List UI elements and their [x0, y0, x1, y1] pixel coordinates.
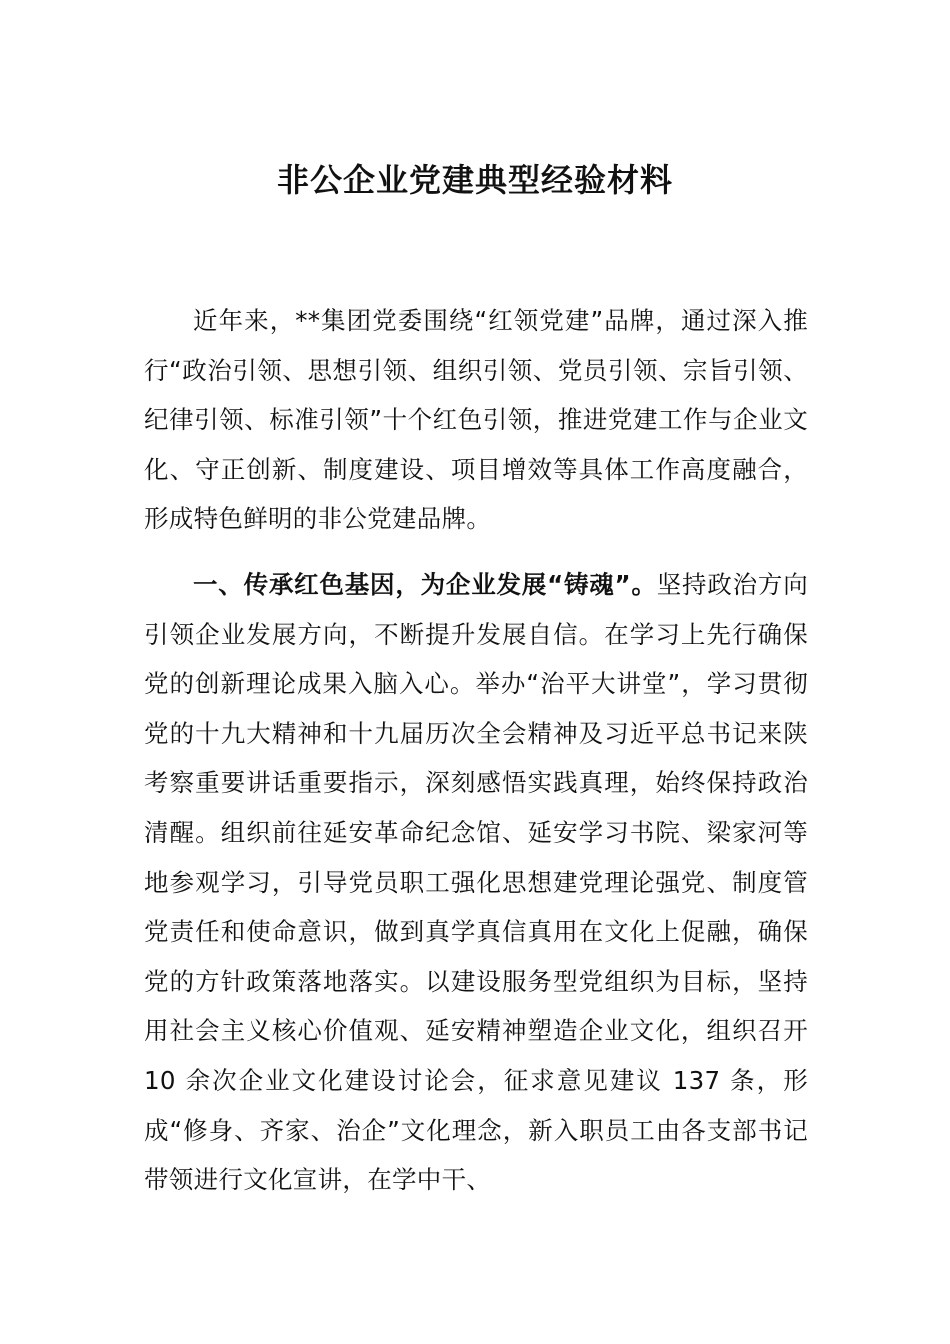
document-body [144, 296, 808, 1205]
document-title: 非公企业党建典型经验材料 [276, 161, 673, 199]
intro-paragraph: 近年来，**集团党委围绕“红领党建”品牌，通过深入推行“政治引领、思想引领、组织引领、党员引领、宗旨引领、纪律引领、标准引领”十个红色引领，推进党建工作与企业文化、守正创新、制度建设、项目增效等具体工作高度融合，形成特色鲜明的非公党建品牌。 [144, 306, 808, 534]
section-1-body: 坚持政治方向引领企业发展方向，不断提升发展自信。在学习上先行确保党的创新理论成果入脑入心。举办“治平大讲堂”，学习贯彻党的十九大精神和十九届历次全会精神及习近平总书记来陕考察重要讲话重要指示，深刻感悟实践真理，始终保持政治清醒。组织前往延安革命纪念馆、延安学习书院、梁家河等地参观学习，引导党员职工强化思想建党理论强党、制度管党责任和使命意识，做到真学真信真用在文化上促融，确保党的方针政策落地落实。以建设服务型党组织为目标，坚持用社会主义核心价值观、延安精神塑造企业文化，组织召开 10 余次企业文化建设讨论会，征求意见建议 137 条，形成“修身、齐家、治企”文化理念，新入职员工由各支部书记带领进行文化宣讲，在学中干、 [144, 569, 808, 1195]
section-1-paragraph [144, 560, 808, 1205]
section-1-heading: 一、传承红色基因，为企业发展“铸魂”。 [193, 569, 657, 599]
